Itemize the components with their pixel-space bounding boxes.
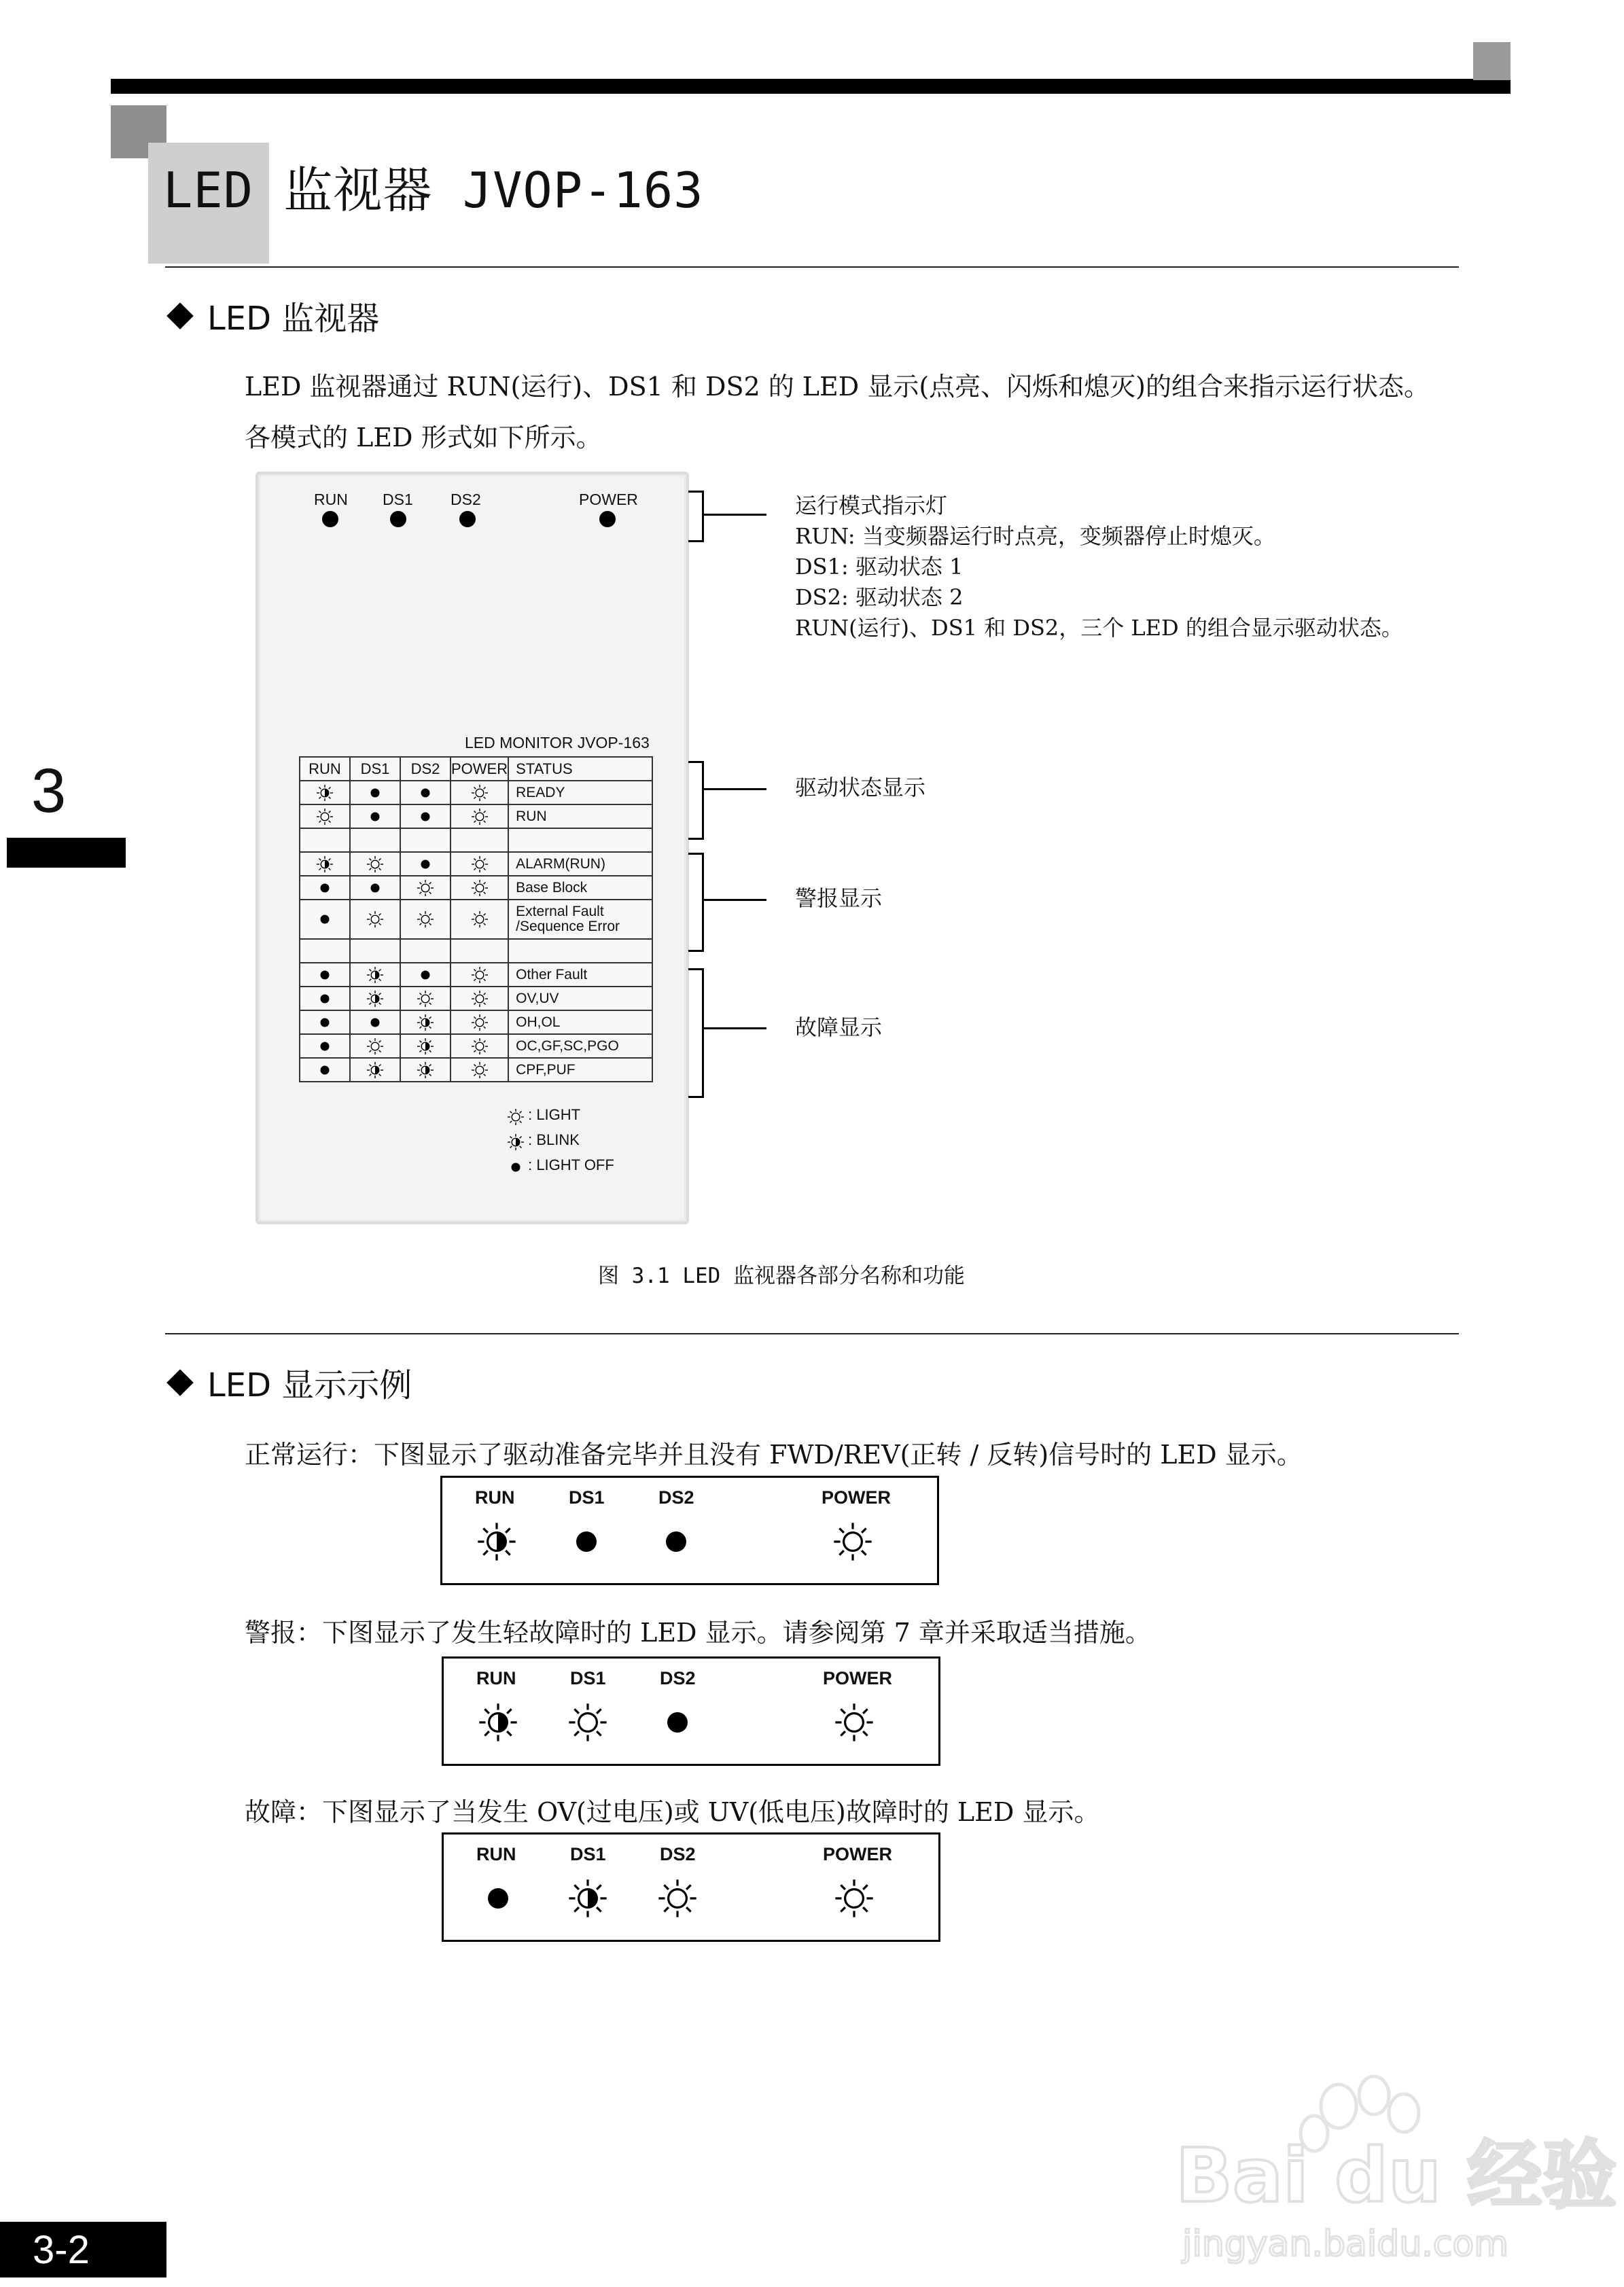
light-off-icon [316, 1014, 334, 1031]
power-led-cell [451, 1058, 508, 1082]
light-icon [471, 1061, 489, 1079]
example-label-run: RUN [476, 1668, 516, 1688]
col-header-ds1: DS1 [350, 757, 400, 781]
ds2-led-cell [400, 828, 451, 852]
run-led-cell [300, 876, 350, 900]
light-off-icon [366, 808, 384, 826]
ds1-led-cell [350, 1010, 400, 1034]
status-row [300, 987, 652, 1010]
diamond-bullet-icon [166, 302, 194, 330]
example-led-power [834, 1702, 875, 1743]
status-cell: Other Fault [508, 963, 652, 987]
intro-paragraph-2: 各模式的 LED 形式如下所示。 [245, 423, 602, 453]
light-off-icon [417, 808, 434, 826]
status-cell: CPF,PUF [508, 1058, 652, 1082]
example-led-ds2 [656, 1521, 696, 1562]
example-box-normal [440, 1476, 939, 1585]
status-cell: OC,GF,SC,PGO [508, 1034, 652, 1058]
blink-icon [366, 1061, 384, 1079]
callout-run-mode-line: RUN(运行)、DS1 和 DS2，三个 LED 的组合显示驱动状态。 [795, 615, 1403, 641]
chapter-bar [7, 838, 126, 868]
status-cell: RUN [508, 804, 652, 828]
ds1-led-cell [350, 804, 400, 828]
example-led-ds1 [567, 1878, 608, 1919]
ds2-led-cell [400, 1034, 451, 1058]
panel-label-run: RUN [314, 491, 348, 508]
power-led-cell [451, 987, 508, 1010]
example-label-ds2: DS2 [660, 1668, 696, 1688]
status-cell: READY [508, 781, 652, 804]
bracket-fault [688, 968, 704, 1098]
panel-led-ds1 [390, 511, 406, 527]
power-led-cell [451, 804, 508, 828]
intro-paragraph-1: LED 监视器通过 RUN(运行)、DS1 和 DS2 的 LED 显示(点亮、闪烁和熄灭)的组合来指示运行状态。 [245, 372, 1430, 402]
light-icon [471, 784, 489, 802]
status-row [300, 1058, 652, 1082]
run-led-cell [300, 987, 350, 1010]
status-row [300, 939, 652, 963]
panel-led-ds2 [459, 511, 476, 527]
light-icon [507, 1108, 525, 1126]
baidu-jingyan-watermark [1169, 2066, 1617, 2269]
light-off-icon [316, 966, 334, 984]
run-led-cell [300, 852, 350, 876]
watermark-brand: Bai du 经验 [1176, 2132, 1617, 2219]
light-icon [471, 879, 489, 897]
status-cell: OV,UV [508, 987, 652, 1010]
ds2-led-cell [400, 852, 451, 876]
light-icon [471, 910, 489, 928]
col-header-run: RUN [300, 757, 350, 781]
blink-icon [316, 855, 334, 873]
example-label-ds1: DS1 [570, 1844, 606, 1864]
example-label-ds1: DS1 [569, 1487, 605, 1508]
status-row [300, 1010, 652, 1034]
example-led-ds2 [657, 1878, 698, 1919]
ds2-led-cell [400, 781, 451, 804]
legend-blink: : BLINK [507, 1131, 580, 1151]
status-row [300, 900, 652, 939]
light-icon [471, 855, 489, 873]
light-icon [471, 1014, 489, 1031]
callout-drive-status: 驱动状态显示 [795, 775, 926, 800]
ds2-led-cell [400, 939, 451, 963]
run-led-cell [300, 1034, 350, 1058]
figure-caption: 图 3.1 LED 监视器各部分名称和功能 [598, 1264, 965, 1288]
ds1-led-cell [350, 1058, 400, 1082]
status-row [300, 963, 652, 987]
example-label-power: POWER [823, 1844, 893, 1864]
light-off-icon [417, 966, 434, 984]
power-led-cell [451, 828, 508, 852]
corner-tab [1473, 42, 1511, 80]
example-label-run: RUN [475, 1487, 515, 1508]
ds2-led-cell [400, 1010, 451, 1034]
run-led-cell [300, 963, 350, 987]
panel-label-power: POWER [579, 491, 638, 508]
light-off-icon [366, 784, 384, 802]
example-box-alarm [442, 1656, 940, 1766]
light-icon [366, 910, 384, 928]
bracket-run-mode [688, 491, 704, 542]
panel-label-ds2: DS2 [451, 491, 481, 508]
example-label-ds2: DS2 [660, 1844, 696, 1864]
example-box-fault [442, 1832, 940, 1942]
status-row [300, 876, 652, 900]
callout-run-mode-line: DS1: 驱动状态 1 [795, 554, 964, 580]
example-led-run [478, 1702, 518, 1743]
page-number: 3-2 [33, 2228, 90, 2272]
ds1-led-cell [350, 876, 400, 900]
light-off-icon [417, 855, 434, 873]
ds1-led-cell [350, 781, 400, 804]
power-led-cell [451, 939, 508, 963]
power-led-cell [451, 876, 508, 900]
example-led-ds1 [567, 1702, 608, 1743]
status-row [300, 804, 652, 828]
ds2-led-cell [400, 900, 451, 939]
light-off-icon [316, 910, 334, 928]
light-icon [366, 855, 384, 873]
legend-off: : LIGHT OFF [507, 1156, 614, 1176]
light-off-icon [316, 1038, 334, 1055]
section-rule [165, 1333, 1459, 1334]
example-text-alarm: 警报：下图显示了发生轻故障时的 LED 显示。请参阅第 7 章并采取适当措施。 [245, 1618, 1151, 1648]
run-led-cell [300, 939, 350, 963]
status-row [300, 852, 652, 876]
ds2-led-cell [400, 804, 451, 828]
bracket-alarm [688, 853, 704, 952]
light-icon [417, 879, 434, 897]
col-header-status: STATUS [508, 757, 652, 781]
panel-model-label: LED MONITOR JVOP-163 [465, 734, 650, 751]
run-led-cell [300, 804, 350, 828]
example-text-fault: 故障：下图显示了当发生 OV(过电压)或 UV(低电压)故障时的 LED 显示。 [245, 1797, 1100, 1827]
light-off-icon [316, 990, 334, 1008]
light-icon [471, 966, 489, 984]
bracket-drive-status [688, 761, 704, 840]
diamond-bullet-icon [166, 1369, 194, 1396]
light-off-icon [366, 879, 384, 897]
ds1-led-cell [350, 828, 400, 852]
example-led-ds2 [657, 1702, 698, 1743]
ds2-led-cell [400, 876, 451, 900]
status-row [300, 828, 652, 852]
header-bar [111, 79, 1511, 94]
example-label-power: POWER [822, 1487, 892, 1508]
example-led-power [832, 1521, 873, 1562]
leader-fault [704, 1027, 766, 1029]
watermark-url: jingyan.baidu.com [1182, 2224, 1508, 2265]
ds1-led-cell [350, 852, 400, 876]
section-heading-examples: LED 显示示例 [165, 1359, 412, 1406]
leader-run-mode [704, 514, 766, 516]
light-icon [417, 910, 434, 928]
leader-drive-status [704, 788, 766, 790]
callout-run-mode-line: DS2: 驱动状态 2 [795, 584, 964, 610]
title-rule [165, 266, 1459, 268]
blink-icon [366, 966, 384, 984]
callout-run-mode [795, 491, 1403, 643]
light-icon [417, 990, 434, 1008]
ds2-led-cell [400, 963, 451, 987]
col-header-power: POWER [451, 757, 508, 781]
light-off-icon [316, 1061, 334, 1079]
example-label-run: RUN [476, 1844, 516, 1864]
example-led-run [478, 1878, 518, 1919]
status-cell [508, 939, 652, 963]
leader-alarm [704, 899, 766, 901]
example-led-power [834, 1878, 875, 1919]
power-led-cell [451, 900, 508, 939]
callout-run-mode-title: 运行模式指示灯 [795, 493, 948, 518]
example-label-power: POWER [823, 1668, 893, 1688]
status-row [300, 781, 652, 804]
col-header-ds2: DS2 [400, 757, 451, 781]
light-off-icon [316, 879, 334, 897]
ds1-led-cell [350, 939, 400, 963]
ds1-led-cell [350, 900, 400, 939]
light-off-icon [366, 1014, 384, 1031]
power-led-cell [451, 781, 508, 804]
run-led-cell [300, 781, 350, 804]
light-off-icon [507, 1158, 525, 1176]
status-table [299, 756, 653, 1082]
page-title: LED 监视器 JVOP-163 [163, 162, 704, 219]
power-led-cell [451, 963, 508, 987]
status-cell: External Fault /Sequence Error [508, 900, 652, 939]
light-icon [316, 808, 334, 826]
example-label-ds1: DS1 [570, 1668, 606, 1688]
run-led-cell [300, 900, 350, 939]
run-led-cell [300, 1010, 350, 1034]
ds1-led-cell [350, 987, 400, 1010]
status-table-header [300, 757, 652, 781]
blink-icon [417, 1061, 434, 1079]
run-led-cell [300, 828, 350, 852]
status-cell [508, 828, 652, 852]
example-label-ds2: DS2 [658, 1487, 694, 1508]
status-cell: ALARM(RUN) [508, 852, 652, 876]
power-led-cell [451, 1010, 508, 1034]
light-icon [471, 1038, 489, 1055]
ds2-led-cell [400, 1058, 451, 1082]
example-led-run [476, 1521, 517, 1562]
blink-icon [366, 990, 384, 1008]
panel-led-run [322, 511, 338, 527]
callout-fault: 故障显示 [795, 1014, 883, 1040]
blink-icon [417, 1014, 434, 1031]
callout-alarm: 警报显示 [795, 885, 883, 911]
light-off-icon [417, 784, 434, 802]
light-icon [471, 808, 489, 826]
light-icon [366, 1038, 384, 1055]
ds1-led-cell [350, 963, 400, 987]
callout-run-mode-line: RUN: 当变频器运行时点亮，变频器停止时熄灭。 [795, 523, 1275, 549]
panel-led-power [599, 511, 616, 527]
run-led-cell [300, 1058, 350, 1082]
status-row [300, 1034, 652, 1058]
panel-label-ds1: DS1 [383, 491, 413, 508]
legend-light: : LIGHT [507, 1106, 580, 1126]
power-led-cell [451, 852, 508, 876]
status-cell: Base Block [508, 876, 652, 900]
blink-icon [417, 1038, 434, 1055]
light-icon [471, 990, 489, 1008]
chapter-number: 3 [31, 756, 67, 826]
section-heading-monitor: LED 监视器 [165, 292, 379, 339]
ds2-led-cell [400, 987, 451, 1010]
power-led-cell [451, 1034, 508, 1058]
example-text-normal: 正常运行：下图显示了驱动准备完毕并且没有 FWD/REV(正转 / 反转)信号时的 LED 显示。 [245, 1440, 1303, 1470]
example-led-ds1 [566, 1521, 607, 1562]
blink-icon [316, 784, 334, 802]
status-cell: OH,OL [508, 1010, 652, 1034]
blink-icon [507, 1133, 525, 1151]
ds1-led-cell [350, 1034, 400, 1058]
